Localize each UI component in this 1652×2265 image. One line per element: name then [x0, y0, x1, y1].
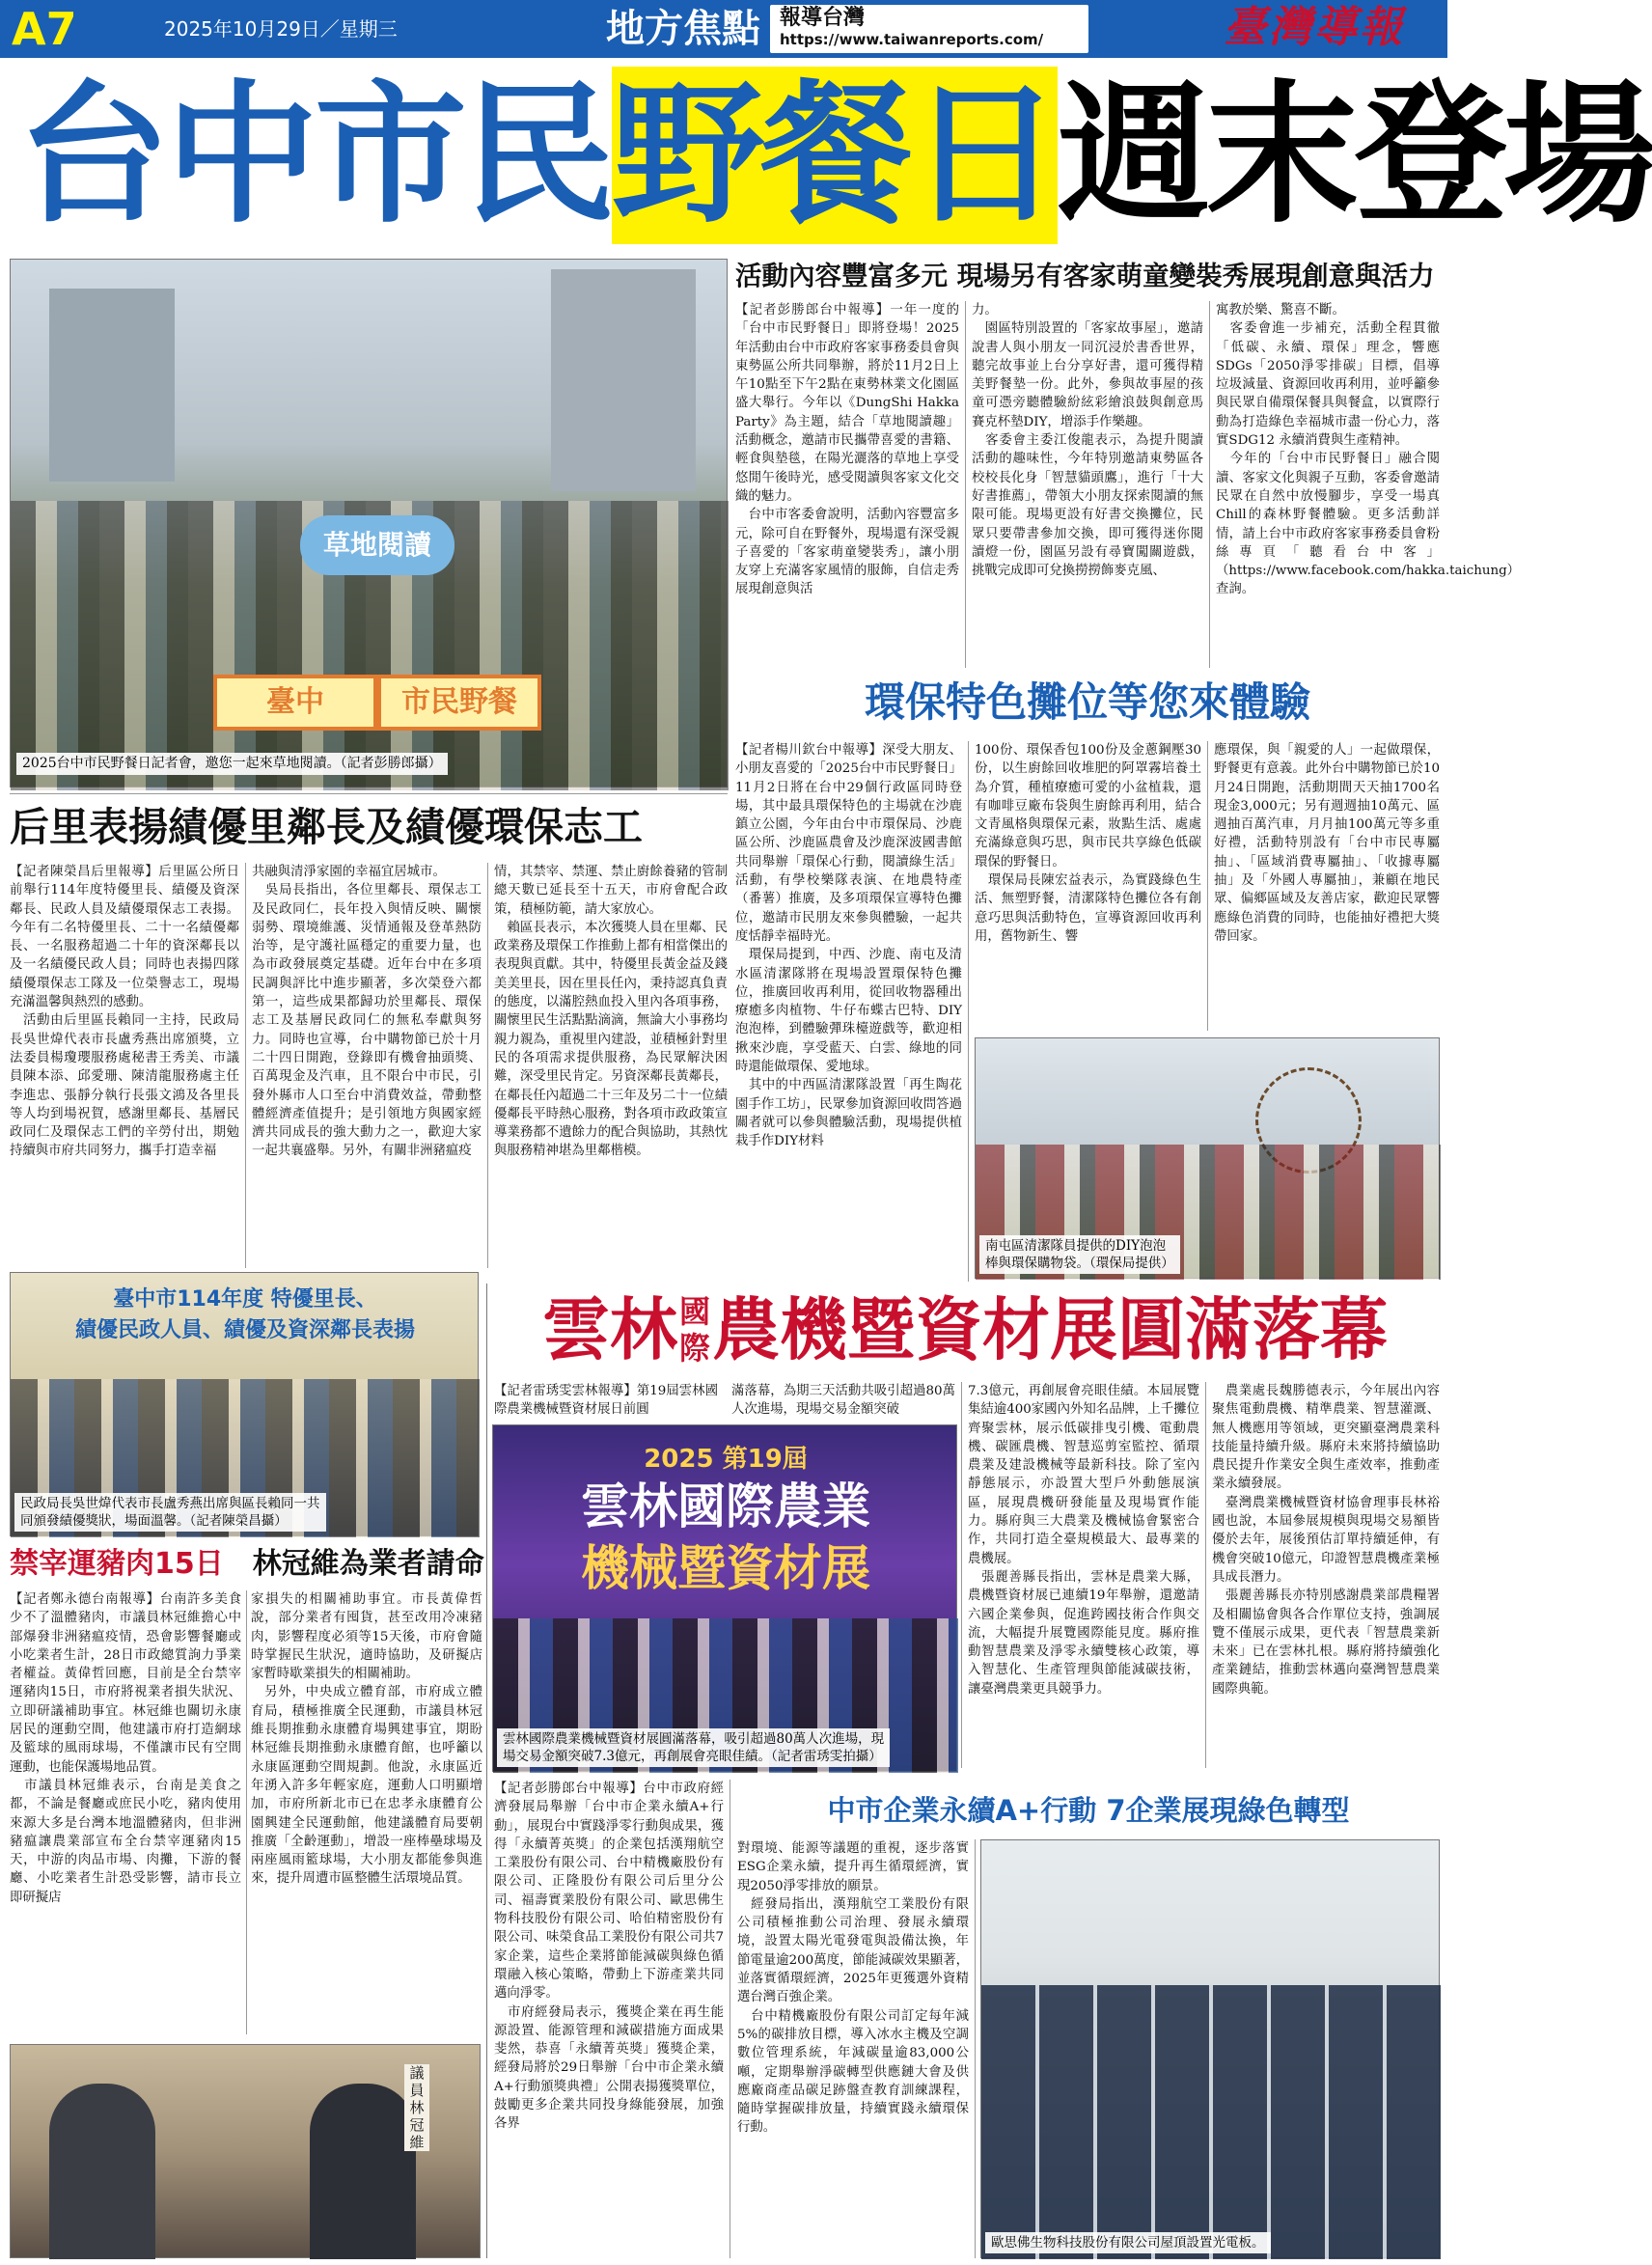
councilor-photo	[10, 2044, 481, 2258]
story6-headline: 中市企業永續A+行動 7企業展現綠色轉型	[827, 1794, 1350, 1827]
main-headline	[17, 64, 1652, 253]
column-divider	[246, 1590, 247, 2034]
headline-small-char: 際	[678, 1330, 710, 1367]
banner-line: 機械暨資材展	[581, 1540, 870, 1596]
headline-rest: 林冠維為業者請命	[252, 1547, 484, 1581]
story2-col-3: 應環保，與「親愛的人」一起做環保，野餐更有意義。此外台中購物節已於10月24日開跑，活動期間天天抽1700名現金3,000元；另有週週抽10萬元、區週抽百萬汽車，月月抽100萬元等多重好禮，活動特別設有「台中市民專屬抽」、「區域消費專屬抽」、「收據專屬抽」及「外國人專屬抽」，兼顧在地民眾、偏鄉區域及友善店家，歡迎民眾響應綠色消費的同時，也能抽好禮把大獎帶回家。	[1214, 743, 1440, 944]
diy-booth-photo	[975, 1037, 1440, 1279]
story2-col-2: 100份、環保香包100份及金蔥鋼壓30份，以生廚餘回收堆肥的阿罩霧培養土為介質，種植療癒可愛的小盆植栽，還有咖啡豆廠布袋與生廚餘再利用，結合文青風格與環保元素，妝點生活、處處充滿綠意與巧思，與市民共享綠色低碳環保的野餐日。 環保局長陳宏益表示，為實踐綠色生活、無塑野餐，清潔隊特色攤位各有創意巧思與活動特色，宣導資源回收再利用，舊物新生、響	[975, 743, 1201, 944]
story4-headline	[10, 1544, 482, 1585]
photo-caption	[497, 1728, 890, 1767]
story1-col-3: 寓教於樂、驚喜不斷。 客委會進一步補充，活動全程貫徹「低碳、永續、環保」理念，響應SDGs「2050淨零排碳」目標，倡導垃圾減量、資源回收再利用，並呼籲參與民眾自備環保餐具與餐盒，以實際行動為打造綠色幸福城市盡一份心力，落實SDG12 永續消費與生產精神。 今年的「台中市民野餐日」融合閱讀、客家文化與親子互動，客委會邀請民眾在自然中放慢腳步，享受一場真Chill的森林野餐體驗。更多活動詳情，請上台中市政府客家事務委員會粉絲專頁「聽看台中客」（https://www.facebook.com/hakka.taichung）查詢。	[1216, 303, 1521, 597]
section-rule	[10, 793, 728, 794]
photo-caption	[14, 1493, 326, 1532]
column-divider	[487, 863, 488, 1268]
story2-headline: 環保特色攤位等您來體驗	[864, 678, 1310, 726]
column-divider	[1209, 301, 1210, 668]
story1-col-1: 【記者彭勝郎台中報導】一年一度的「台中市民野餐日」即將登場！2025年活動由台中市政府客家事務委員會與東勢區公所共同舉辦，將於11月2日上午10點至下午2點在東勢林業文化園區盛大舉行。今年以《DungShi Hakka Party》為主題，結合「草地閱讀趣」活動概念，邀請市民攜帶喜愛的書籍、輕食與墊毯，在陽光灑落的草地上享受悠閒午後時光，感受閱讀與客家文化交織的魅力。 台中市客委會說明，活動內容豐富多元，除可自在野餐外，現場還有深受親子喜愛的「客家萌童變裝秀」，讓小朋友穿上充滿客家風情的服飾，自信走秀展現創意與活	[735, 303, 959, 597]
column-divider	[961, 1382, 962, 1768]
headline-part-2: 野餐日	[612, 67, 1058, 244]
banner-line: 臺中市114年度 特優里長、	[113, 1287, 377, 1312]
picnic-photo	[10, 259, 728, 787]
photo-caption: 2025台中市民野餐日記者會，邀您一起來草地閱讀。（記者彭勝郎攝）	[16, 753, 448, 775]
page-number: A7	[12, 3, 77, 55]
story6-col-1: 【記者彭勝郎台中報導】台中市政府經濟發展局舉辦「台中市企業永續A+行動」，展現台中實踐淨零行動與成果，獲得「永續菁英獎」的企業包括漢翔航空工業股份有限公司、台中精機廠股份有限公司、正隆股份有限公司后里分公司、福壽實業股份有限公司、歐思佛生物科技股份有限公司、哈伯精密股份有限公司、味榮食品工業股份有限公司共7家企業，這些企業將節能減碳與綠色循環融入核心策略，帶動上下游產業共同邁向淨零。 市府經發局表示，獲獎企業在再生能源設置、能源管理和減碳措施方面成果斐然，恭喜「永續菁英獎」獲獎企業，經發局將於29日舉辦「台中市企業永續A+行動頒獎典禮」公開表揚獲獎單位，鼓勵更多企業共同投身綠能發展，加強各界	[494, 1782, 724, 2132]
headline-part-1: 台中市民	[17, 67, 612, 244]
column-divider	[245, 863, 246, 1268]
section-title: 地方焦點	[606, 7, 760, 51]
photo-panels	[981, 1985, 1441, 2259]
photo-caption-line: 雲林國際農業機械暨資材展圓滿落幕，吸引超過80萬人次進場，現	[503, 1731, 885, 1747]
story3-headline: 后里表揚績優里鄰長及績優環保志工	[10, 804, 643, 850]
story2-col-1: 【記者楊川欽台中報導】深受大朋友、小朋友喜愛的「2025台中市民野餐日」11月2日將在台中29個行政區同時登場，其中最具環保特色的主場就在沙鹿鎮立公園，今年由台中市環保局、沙鹿區公所、沙鹿區農會及沙鹿深波國書館共同舉辦「環保心行動，閱讀綠生活」活動，有學校樂隊表演、在地農特產（番薯）推廣，及多項環保宣導特色攤位，邀請市民朋友來參與體驗，一起共度恬靜幸福時光。 環保局提到，中西、沙鹿、南屯及清水區清潔隊將在現場設置環保特色攤位，推廣回收再利用，從回收物器種出療癒多肉植物、牛仔布蝶古巴特、DIY泡泡棒，到體驗彈珠檯遊戲等，歡迎相揪來沙鹿，享受藍天、白雲、綠地的同時還能做環保、愛地球。 其中的中西區清潔隊設置「再生陶花園手作工坊」，民眾參加資源回收問答過關者就可以參與體驗活動，現場提供植栽手作DIY材料	[735, 743, 962, 1149]
expo-banner	[512, 1443, 939, 1599]
photo-caption-line: 南屯區清潔隊員提供的DIY泡泡	[985, 1238, 1167, 1254]
story3-col-3: 情，其禁宰、禁運、禁止廚餘養豬的管制總天數已延長至十五天，市府會配合政策，積極防範，請大家放心。 賴區長表示，本次獲獎人員在里鄰、民政業務及環保工作推動上都有相當傑出的表現與貢獻。其中，特優里長黃金益及錢美美里長，因在里長任內，秉持認真負責的態度，以滿腔熱血投入里內各項事務，關懷里民生活點點滴滴，無論大小事務均親力親為，重視里內建設，並積極針對里民的各項需求提供服務，為民眾解決困難，深受里民肯定。另資深鄰長黃鄰長，在鄰長任內超過二十三年及另二十一位績優鄰長平時熱心服務，對各項市政政策宣導業務都不遺餘力的配合與協助，其熱忱與服務精神堪為里鄰楷模。	[494, 865, 728, 1159]
expo-photo	[492, 1424, 957, 1772]
column-divider	[968, 741, 969, 1282]
photo-sign-taichung: 臺中	[213, 675, 377, 731]
story1-subhead: 活動內容豐富多元 現場另有客家萌童變裝秀展現創意與活力	[735, 261, 1435, 291]
photo-name-tag: 議員林冠維	[404, 2064, 429, 2151]
story5-headline	[490, 1289, 1440, 1370]
photo-caption: 歐思佛生物科技股份有限公司屋頂設置光電板。	[985, 2232, 1271, 2253]
award-ceremony-photo	[10, 1272, 479, 1536]
photo-caption-line: 場交易金額突破7.3億元，再創展會亮眼佳績。（記者雷琇雯拍攝）	[503, 1749, 882, 1764]
story5-col-2: 滿落幕，為期三天活動共吸引超過80萬人次進場，現場交易金額突破	[731, 1384, 955, 1418]
story5-col-4: 農業處長魏勝德表示，今年展出內容聚焦電動農機、精準農業、智慧灌溉、無人機應用等領域，更突顯臺灣農業科技能量持續升級。縣府未來將持續協助農民提升作業安全與生產效率，推動產業永續發展。 臺灣農業機械暨資材協會理事長林裕國也說，本屆參展規模與現場交易額皆優於去年，展後預估訂單持續延伸，有機會突破10億元，印證智慧農機產業極具成長潛力。 張麗善縣長亦特別感謝農業部農糧署及相關協會與各合作單位支持，強調展覽不僅展示成果，更代表「智慧農業新未來」已在雲林扎根。縣府將持續強化產業鏈結，推動雲林邁向臺灣智慧農業國際典範。	[1212, 1384, 1440, 1697]
banner-line: 績優民政人員、績優及資深鄰長表揚	[74, 1318, 415, 1342]
photo-building	[49, 289, 175, 482]
column-divider	[1205, 1382, 1206, 1768]
photo-caption-line: 棒與環保購物袋。（環保局提供）	[985, 1256, 1174, 1271]
column-divider	[1207, 741, 1208, 1031]
story5-col-3: 7.3億元，再創展會亮眼佳績。本屆展覽集結逾400家國內外知名品牌，上千攤位齊聚雲林，展示低碳排曳引機、電動農機、碳匯農機、智慧巡剪室監控、循環農業及建設機械等最新科技。除了室內靜態展示，亦設置大型戶外動態展演區，展現農機研發能量及現場實作能力。縣府與三大農業及機械協會緊密合作，共同打造全臺規模最大、最專業的農機展。 張麗善縣長指出，雲林是農業大縣，農機暨資材展已連續19年舉辦，還邀請六國企業參與，促進跨國技術合作與交流，大幅提升展覽國際能見度。縣府推動智慧農業及淨零永續雙核心政策，導入智慧化、生產管理與節能減碳技術，讓臺灣農業更具競爭力。	[968, 1384, 1199, 1697]
masthead-logo: 臺灣導報	[1224, 3, 1405, 52]
column-divider	[486, 1284, 487, 2258]
issue-date: 2025年10月29日／星期三	[164, 17, 398, 41]
story5-col-1: 【記者雷琇雯雲林報導】第19屆雲林國際農業機械暨資材展日前圓	[494, 1384, 718, 1418]
story4-col-2: 家損失的相關補助事宜。市長黃偉哲說，部分業者有囤貨，甚至改用冷凍豬肉，影響程度必須等15天後，市府會隨時掌握民生狀況，適時協助，及研擬店家暫時歇業損失的相關補助。 另外，中央成立體育部，市府成立體育局，積極推廣全民運動，市議員林冠維長期推動永康體育場興建事宜，期盼林冠維長期推動永康體育館，也呼籲以永康區運動空間規劃。他說，永康區近年湧入許多年輕家庭，運動人口明顯增加，市府所新北市已在忠孝永康體育公園興建全民運動館，他建議體育局要朝推廣「全齡運動」，增設一座棒壘球場及兩座風雨籃球場，大小朋友都能參與進來，提升周遭市區整體生活環境品質。	[251, 1592, 482, 1887]
headline-part-3: 週末登場	[1058, 67, 1652, 244]
photo-sign-picnic: 市民野餐	[377, 675, 541, 731]
headline-highlight: 禁宰運豬肉15日	[10, 1547, 224, 1581]
story1-col-2: 力。 園區特別設置的「客家故事屋」，邀請說書人與小朋友一同沉浸於書香世界，聽完故事並上台分享好書，還可獲得精美野餐墊一份。此外，參與故事屋的孩童可憑旁聽體驗紛絃彩繪浪鼓與創意馬賽克杯墊DIY，增添手作樂趣。 客委會主委江俊龍表示，為提升閱讀活動的趣味性，今年特別邀請東勢區各校校長化身「智慧貓頭鷹」，進行「十大好書推薦」，帶領大小朋友探索閱讀的無限可能。現場更設有好書交換攤位，民眾只要帶書參加交換，即可獲得迷你閱讀燈一份，園區另設有尋寶闖關遊戲，挑戰完成即可兌換撈撈飾麥克風、	[972, 303, 1203, 579]
site-url[interactable]: https://www.taiwanreports.com/	[780, 31, 1044, 48]
photo-sign-reading: 草地閱讀	[300, 515, 454, 575]
column-divider	[965, 301, 966, 668]
headline-small-stack	[677, 1293, 712, 1367]
story4-col-1: 【記者鄭永德台南報導】台南許多美食少不了溫體豬肉，市議員林冠維擔心中部爆發非洲豬瘟疫情，恐會影響餐廳或小吃業者生計，28日市政總質詢力爭業者權益。黃偉哲回應，目前是全台禁宰運豬肉15日，市府將視業者損失狀況、立即研議補助事宜。林冠維也關切永康居民的運動空間，他建議市府打造網球及籃球的風雨球場，不僅讓市民有空間運動，也能保護場地品質。 市議員林冠維表示，台南是美食之都，不論是餐廳或庶民小吃，豬肉使用來源大多是台灣本地溫體豬肉，但非洲豬瘟讓農業部宣布全台禁宰運豬肉15天，中游的肉品市場、肉攤，下游的餐廳、小吃業者生計恐受影響，請市長立即研擬店	[10, 1592, 241, 1905]
photo-caption-line: 民政局長吳世煒代表市長盧秀燕出席與區長賴同一共	[20, 1496, 320, 1511]
story3-col-2: 共融與清淨家園的幸福宜居城市。 吳局長指出，各位里鄰長、環保志工及民政同仁，長年投入與情反映、關懷弱勢、環境維護、災情通報及登革熱防治等，是守護社區穩定的重要力量，也為市政發展奠定基礎。近年台中在多項民調與評比中進步顯著，多次榮登六都第一，這些成果都歸功於里鄰長、環保志工及基層民政同仁的無私奉獻與努力。同時也宣導，台中購物節已於十月二十四日開跑，登錄即有機會抽頭獎、百萬現金及汽車，且不限台中市民，引發外縣市人口至台中消費效益，帶動整體經濟產值提升；是引領地方與國家經濟共同成長的強大動力之一，歡迎大家一起共襄盛舉。另外，有關非洲豬瘟疫	[252, 865, 482, 1159]
banner-line: 2025 第19屆	[644, 1445, 808, 1474]
solar-panel-photo	[980, 1839, 1440, 2258]
ceremony-banner	[30, 1284, 460, 1352]
headline-part: 農機暨資材展圓滿落幕	[712, 1290, 1388, 1369]
photo-person	[49, 2084, 155, 2259]
story3-col-1: 【記者陳榮昌后里報導】后里區公所日前舉行114年度特優里長、績優及資深鄰長、民政人員及績優環保志工表揚。今年有二名特優里長、二十一名績優鄰長、一名服務超過二十年的資深鄰長以及一名績優民政人員；同時也表揚四隊績優環保志工隊及一位榮譽志工，現場充滿溫馨與熱烈的感動。 活動由后里區長賴同一主持，民政局長吳世煒代表市長盧秀燕出席頒獎，立法委員楊瓊瓔服務處秘書王秀美、市議員陳本添、邱愛珊、陳清龍服務處主任李進忠、張靜分執行長張文鴻及各里長等人均到場祝賀，感謝里鄰長、基層民政同仁及環保志工們的辛勞付出，期勉持續與市府共同努力，攜手打造幸福	[10, 865, 239, 1159]
banner-line: 雲林國際農業	[581, 1478, 870, 1534]
column-divider	[975, 1839, 976, 2258]
photo-building	[551, 269, 696, 491]
headline-part: 雲林	[542, 1290, 677, 1369]
story6-col-2: 對環境、能源等議題的重視，逐步落實ESG企業永續，提升再生循環經濟，實現2050淨零排放的願景。 經發局指出，漢翔航空工業股份有限公司積極推動公司治理、發展永續環境，設置太陽光電發電與設備汰換，年節電量逾200萬度，節能減碳效果顯著，並落實循環經濟，2025年更獲選外資精選台灣百強企業。 台中精機廠股份有限公司訂定每年減5%的碳排放目標，導入冰水主機及空調數位管理系統，年減碳量逾83,000公噸，定期舉辦淨碳轉型供應鏈大會及供應廠商產品碳足跡盤查教育訓練課程，隨時掌握碳排放量，持續實踐永續環保行動。	[737, 1841, 969, 2136]
photo-caption-line: 同頒發績優獎狀，場面溫馨。（記者陳榮昌攝）	[20, 1513, 288, 1529]
paper-label: 報導台灣	[780, 6, 866, 30]
headline-small-char: 國	[678, 1293, 710, 1330]
photo-caption	[979, 1235, 1180, 1274]
photo-person	[310, 2084, 416, 2259]
